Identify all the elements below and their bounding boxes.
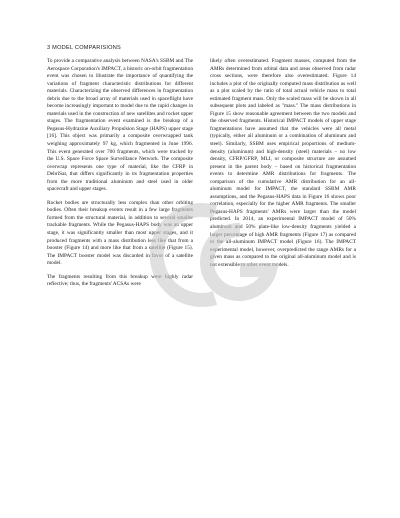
left-column — [47, 58, 193, 295]
left-paragraph-1: To provide a comparative analysis between NASA's SSBM and The Aerospace Corporation's IMPACT, a historic on-orbit fragmentation event was chosen to illustrate the importance of quantifying the variations of fragment characteristic distributions for different materials. Characterizing the observed differences in fragmentation debris due to the broad array of materials used in spaceflight have become increasingly important to model due to the rapid changes in materials used in the construction of new satellites and rocket upper stages. The fragmentation event examined is the breakup of a Pegasus-Hydrazine Auxiliary Propulsion Stage (HAPS) upper stage [16]. This object was primarily a composite overwrapped tank weighing approximately 97 kg, which fragmented in June 1996. This event generated over 700 fragments, which were tracked by the U.S. Space Force Space Surveillance Network. The composite overwrap represents one type of material, like the CFRP in DebriSat, that differs significantly in its fragmentation properties from the more traditional aluminum and steel used in older spacecraft and upper stages. — [47, 58, 193, 193]
right-column — [210, 58, 356, 275]
left-paragraph-3: The fragments resulting from this breakup were highly radar reflective; thus, the fragments' ACSAs were — [47, 273, 193, 288]
right-paragraph-1: likely often overestimated. Fragment masses, computed from the AMRs determined from orbital data and areas observed from radar cross sections, were therefore also overestimated. Figure 14 includes a plot of the originally computed mass distribution as well as a plot scaled by the ratio of total actual vehicle mass to total estimated fragment mass. Only the scaled mass will be shown in all subsequent plots and labeled as "mass." The mass distributions in Figure 15 show reasonable agreement between the two models and the observed fragments. Historical IMPACT models of upper stage fragmentations have assumed that the vehicles were all metal (typically, either all aluminum or a combination of aluminum and steel). Similarly, SSBM uses empirical proportions of medium-density (aluminum) and high-density (steel) materials – no low density, CFRP/GFRP, MLI, or composite structure are assumed present in the parent body – based on historical fragmentation events to determine AMR distributions for fragments. The comparison of the cumulative AMR distribution for an all-aluminum model for IMPACT, the standard SSBM AMR assumptions, and the Pegasus-HAPS data in Figure 16 shows poor correlation, especially for the higher AMR fragments. The smaller Pegasus-HAPS fragments' AMRs were larger than the model predicted. In 2014, an experimental IMPACT model of 50% aluminum and 50% plate-like low-density fragments yielded a larger percentage of high AMR fragments (Figure 17) as compared to the all-aluminum IMPACT model (Figure 16). The IMPACT experimental model, however, overpredicted the range AMRs for a given mass as compared to the original all-aluminum model and is not extensible to other event models. — [210, 58, 356, 268]
left-paragraph-2: Rocket bodies are structurally less complex than other orbiting bodies. Often their breakup events result in a few large fragments formed from the structural material, in addition to several smaller trackable fragments. While the Pegasus-HAPS body was an upper stage, it was significantly smaller than most upper stages, and it produced fragments with a mass distribution less like that from a booster (Figure 14) and more like that from a satellite (Figure 15). The IMPACT booster model was discarded in favor of a satellite model. — [47, 199, 193, 267]
section-heading: 3 MODEL COMPARISIONS — [47, 45, 122, 51]
